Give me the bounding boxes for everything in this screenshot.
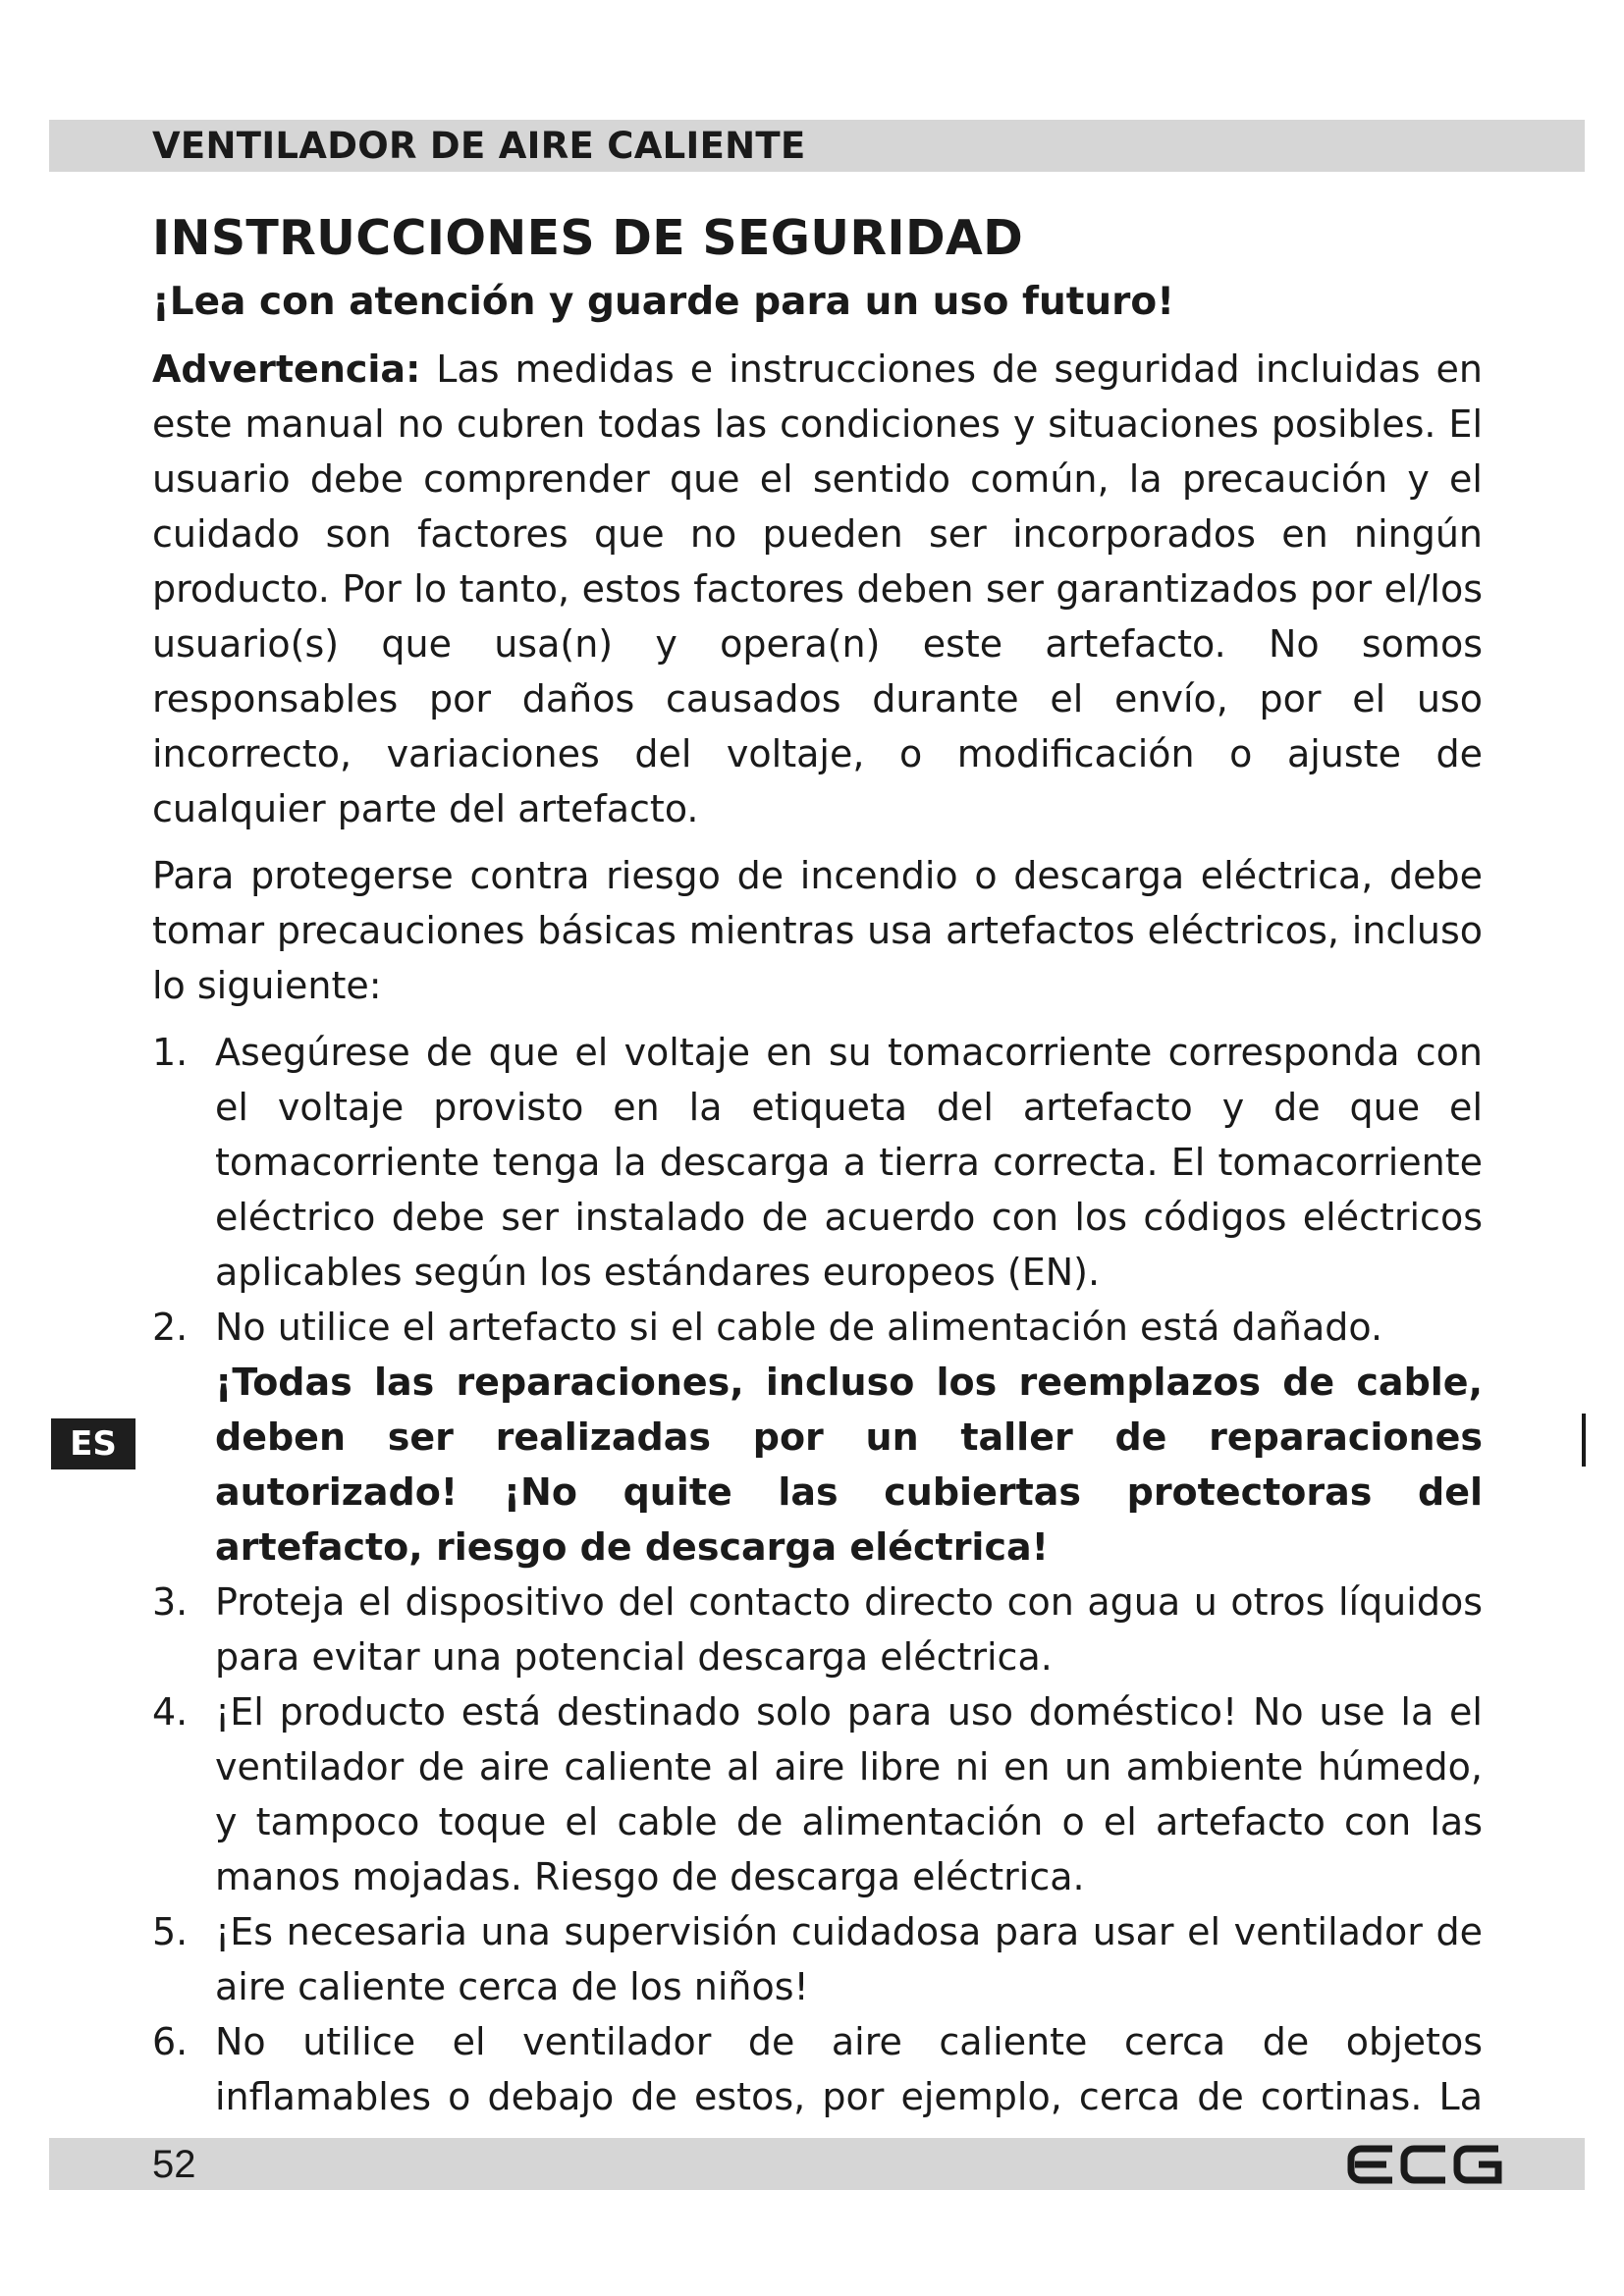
intro-paragraph: Para protegerse contra riesgo de incendio o descarga eléctrica, debe tomar precauciones básicas mientras usa artefactos eléctricos, incluso lo siguiente: bbox=[152, 854, 1483, 1007]
safety-list bbox=[152, 1025, 1483, 2179]
page-title: INSTRUCCIONES DE SEGURIDAD bbox=[152, 210, 1024, 266]
list-item-text: ¡Es necesaria una supervisión cuidadosa para usar el ventilador de aire caliente cerca de los niños! bbox=[215, 1910, 1483, 2008]
list-item-4 bbox=[152, 1684, 1483, 1904]
list-number: 3. bbox=[152, 1580, 189, 1624]
list-item-2 bbox=[152, 1300, 1483, 1575]
ecg-logo bbox=[1347, 2144, 1504, 2185]
footer-band bbox=[49, 2138, 1585, 2190]
list-item-bold-warning: ¡Todas las reparaciones, incluso los reemplazos de cable, deben ser realizadas por un taller de reparaciones autorizado! ¡No quite las cubiertas protectoras del artefacto, riesgo de descarga eléctrica! bbox=[215, 1361, 1483, 1569]
list-item-text: Proteja el dispositivo del contacto directo con agua u otros líquidos para evitar una potencial descarga eléctrica. bbox=[215, 1580, 1483, 1679]
page-content bbox=[152, 208, 1483, 2179]
list-number: 4. bbox=[152, 1690, 189, 1734]
side-mark bbox=[1582, 1414, 1586, 1467]
list-number: 6. bbox=[152, 2020, 189, 2063]
warning-text: Las medidas e instrucciones de seguridad incluidas en este manual no cubren todas las condiciones y situaciones posibles. El usuario debe comprender que el sentido común, la precaución y el cuidado son factores que no pueden ser incorporados en ningún producto. Por lo tanto, estos factores deben ser garantizados por el/los usuario(s) que usa(n) y opera(n) este artefacto. No somos responsables por daños causados durante el envío, por el uso incorrecto, variaciones del voltaje, o modificación o ajuste de cualquier parte del artefacto. bbox=[152, 347, 1483, 830]
list-number: 2. bbox=[152, 1306, 189, 1349]
language-tab: ES bbox=[51, 1418, 135, 1469]
list-item-1 bbox=[152, 1025, 1483, 1300]
page-number: 52 bbox=[152, 2143, 196, 2186]
list-number: 1. bbox=[152, 1031, 189, 1074]
warning-paragraph bbox=[152, 342, 1483, 836]
list-number: 5. bbox=[152, 1910, 189, 1953]
list-item-5 bbox=[152, 1904, 1483, 2014]
header-title: VENTILADOR DE AIRE CALIENTE bbox=[152, 125, 806, 167]
list-item-text: Asegúrese de que el voltaje en su tomacorriente corresponda con el voltaje provisto en la etiqueta del artefacto y de que el tomacorriente tenga la descarga a tierra correcta. El tomacorriente eléctrico debe ser instalado de acuerdo con los códigos eléctricos aplicables según los estándares europeos (EN). bbox=[215, 1031, 1483, 1294]
warning-lead: Advertencia: bbox=[152, 347, 421, 391]
list-item-text: No utilice el artefacto si el cable de alimentación está dañado. bbox=[215, 1306, 1383, 1349]
page-subtitle: ¡Lea con atención y guarde para un uso futuro! bbox=[152, 280, 1174, 324]
list-item-text: No utilice el ventilador de aire caliente cerca de objetos inflamables o debajo de estos, por ejemplo, cerca de cortinas. La bbox=[215, 2020, 1483, 2118]
list-item-3 bbox=[152, 1575, 1483, 1684]
header-band bbox=[49, 120, 1585, 172]
list-item-text: ¡El producto está destinado solo para uso doméstico! No use la el ventilador de aire caliente al aire libre ni en un ambiente húmedo, y tampoco toque el cable de alimentación o el artefacto con las manos mojadas. Riesgo de descarga eléctrica. bbox=[215, 1690, 1483, 1898]
